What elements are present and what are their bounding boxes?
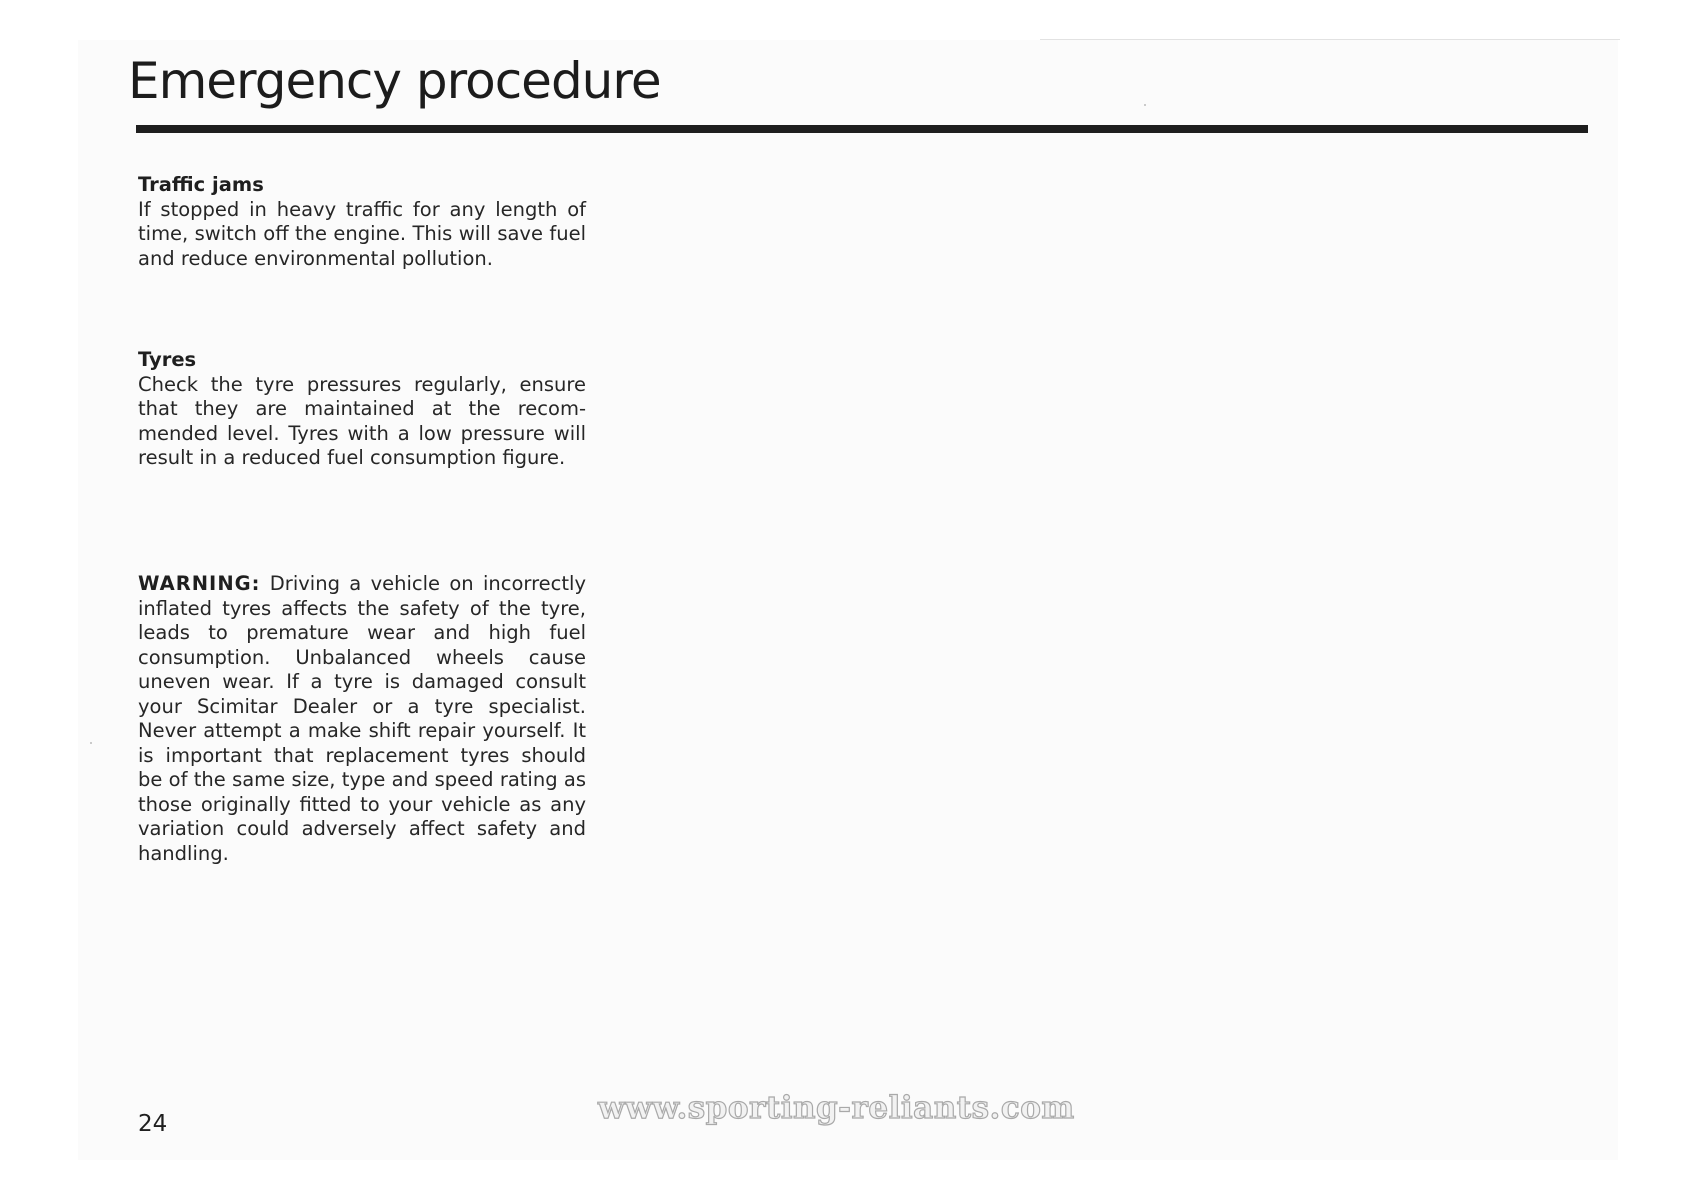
traffic-jams-section: [138, 173, 586, 271]
scan-speck: [1144, 104, 1146, 106]
warning-text: Driving a vehicle on incorrectly inflated tyres affects the safety of the tyre, leads to premature wear and high fuel consumption. Unbalanced wheels cause uneven wear. If a tyre is damaged consult your Scimitar Dealer or a tyre specialist. Never attempt a make shift repair yourself. It is important that replacement tyres should be of the same size, type and speed rating as those originally fitted to your vehicle as any variation could adversely affect safety and handling.: [138, 572, 586, 865]
warning-section: [138, 572, 586, 866]
page-number: 24: [138, 1111, 168, 1137]
tyres-section: [138, 348, 586, 471]
scan-speck: [90, 742, 92, 744]
tyres-heading: Tyres: [138, 348, 197, 371]
warning-paragraph: [138, 572, 586, 866]
watermark-logo: www.sporting-reliants.com: [598, 1090, 1075, 1126]
warning-label: WARNING:: [138, 572, 261, 595]
traffic-jams-heading: Traffic jams: [138, 173, 264, 196]
page-edge-line: [1040, 39, 1620, 40]
page-title: Emergency procedure: [128, 52, 661, 110]
title-rule: [136, 125, 1588, 133]
tyres-text: Check the tyre pressures regularly, ensure that they are maintained at the recommended level. Tyres with a low pressure will result in a reduced fuel consumption figure.: [138, 372, 586, 469]
traffic-jams-text: If stopped in heavy traffic for any length of time, switch off the engine. This will save fuel and reduce environmental pollution.: [138, 197, 586, 270]
